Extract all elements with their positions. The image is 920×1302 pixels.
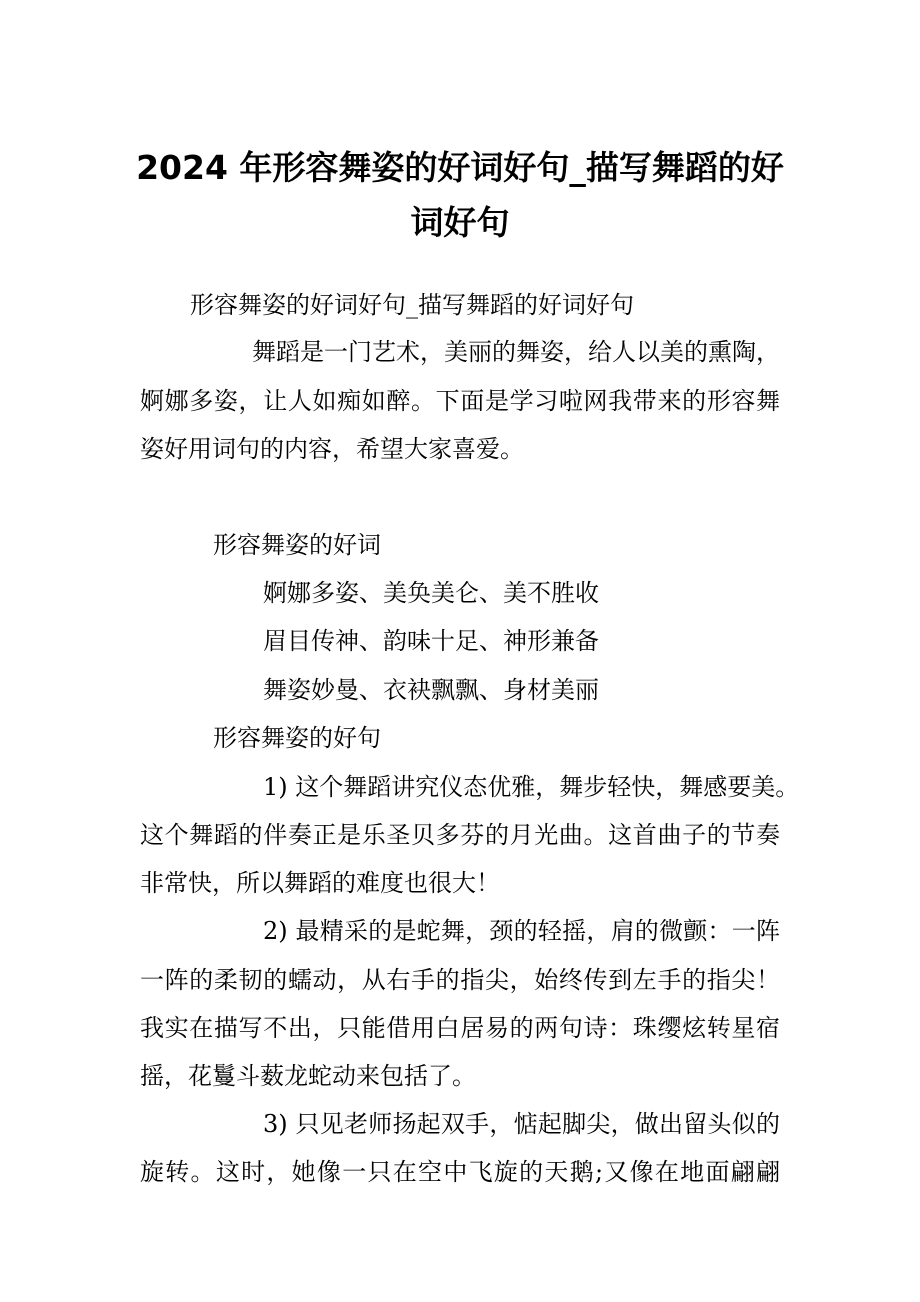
words-item-1: 婀娜多姿、美奂美仑、美不胜收 (263, 579, 599, 607)
title-line-2: 词好句 (410, 203, 510, 242)
sentences-heading: 形容舞姿的好句 (213, 724, 381, 752)
sentence-2-line-2: 一阵的柔韧的蠕动，从右手的指尖，始终传到左手的指尖！ (140, 966, 780, 994)
words-item-3: 舞姿妙曼、衣袂飘飘、身材美丽 (263, 676, 599, 704)
sentence-3-line-2: 旋转。这时，她像一只在空中飞旋的天鹅;又像在地面翩翩 (140, 1158, 780, 1186)
sentence-2-line-1: 2) 最精采的是蛇舞，颈的轻摇，肩的微颤：一阵 (263, 917, 780, 945)
sentence-2-line-4: 摇，花鬘斗薮龙蛇动来包括了。 (140, 1062, 476, 1090)
words-item-2: 眉目传神、韵味十足、神形兼备 (263, 627, 599, 655)
sentence-3-line-1: 3) 只见老师扬起双手，惦起脚尖，做出留头似的 (263, 1110, 780, 1138)
sentence-1-line-1: 1) 这个舞蹈讲究仪态优雅，舞步轻快，舞感要美。 (263, 773, 800, 801)
subtitle: 形容舞姿的好词好句_描写舞蹈的好词好句 (190, 291, 634, 319)
intro-line-3: 姿好用词句的内容，希望大家喜爱。 (140, 435, 524, 463)
intro-line-1: 舞蹈是一门艺术，美丽的舞姿，给人以美的熏陶， (252, 338, 780, 366)
document-title (120, 140, 800, 250)
title-line-1: 2024 年形容舞姿的好词好句_描写舞蹈的好 (136, 148, 784, 187)
sentence-1-line-3: 非常快，所以舞蹈的难度也很大！ (140, 869, 500, 897)
sentence-2-line-3: 我实在描写不出，只能借用白居易的两句诗：珠缨炫转星宿 (140, 1014, 780, 1042)
intro-line-2: 婀娜多姿，让人如痴如醉。下面是学习啦网我带来的形容舞 (140, 387, 780, 415)
sentence-1-line-2: 这个舞蹈的伴奏正是乐圣贝多芬的月光曲。这首曲子的节奏 (140, 821, 780, 849)
words-heading: 形容舞姿的好词 (213, 531, 381, 559)
